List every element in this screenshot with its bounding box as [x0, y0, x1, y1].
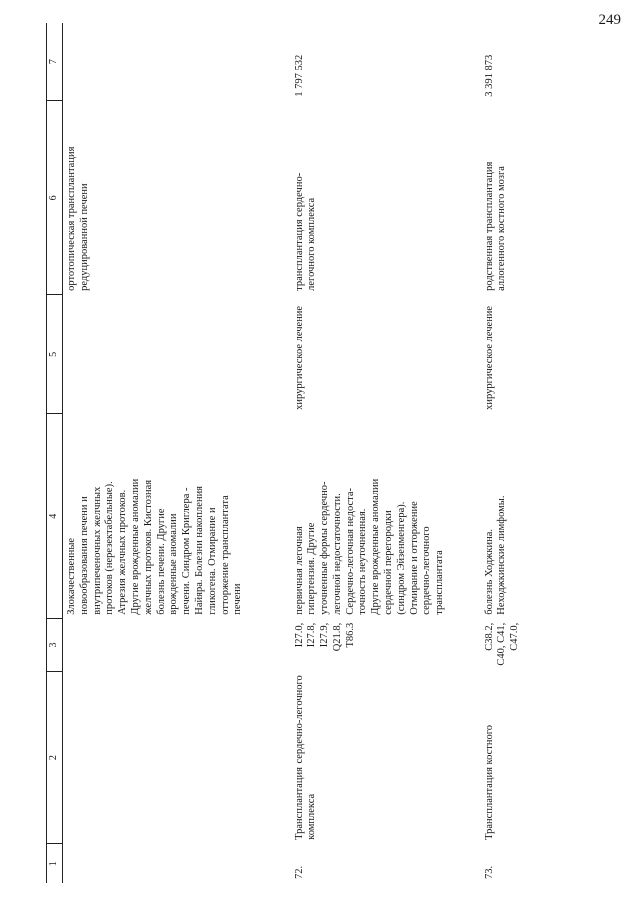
method-line: аллогенного костного мозга — [496, 166, 508, 291]
treatment-method — [63, 101, 291, 295]
treatment-name: Трансплантация костного — [483, 724, 495, 840]
treatment-name — [63, 671, 291, 844]
diagnosis-line: Сердечно-легочная недоста- — [344, 487, 356, 615]
diagnosis-line: Другие врожденные аномалии — [129, 478, 141, 615]
diagnosis-line: Неходжкинские лимфомы. — [496, 495, 508, 615]
diagnosis-line: новообразования печени и — [78, 496, 90, 615]
row-number: 73. — [483, 865, 495, 879]
rotated-table-stage — [46, 23, 601, 883]
medical-care-table — [46, 23, 522, 883]
diagnosis-line: Найяра. Болезни накопления — [193, 485, 205, 615]
diagnosis-line: точность неуточненная. — [357, 508, 369, 615]
diagnosis-line: Злокачественные — [66, 537, 77, 615]
diagnosis-line: болезнь печени. Другие — [155, 508, 167, 615]
diagnosis-line: легочной недостаточности. — [331, 493, 343, 615]
diagnosis-line: уточненные формы сердечно- — [319, 481, 331, 615]
diagnosis-line: гипертензия. Другие — [306, 522, 318, 615]
row-number — [63, 844, 291, 883]
col-header-4: 4 — [47, 414, 63, 619]
diagnosis-line: протоков (нерезектабельные). — [104, 481, 116, 615]
method-line: редуцированной печени — [78, 183, 90, 291]
column-number-row — [47, 23, 63, 883]
diagnosis-line: болезнь Ходжкина. — [483, 528, 495, 615]
diagnosis-line: печени — [232, 583, 244, 615]
diagnosis — [291, 414, 481, 619]
cost: 3 391 873 — [483, 54, 495, 97]
diagnosis-line: сердечной перегородки — [383, 510, 395, 615]
method-line: трансплантация сердечно- — [293, 172, 305, 291]
cost — [63, 23, 291, 101]
col-header-7: 7 — [47, 23, 63, 101]
diagnosis-line: трансплантата — [434, 550, 446, 615]
col-header-1: 1 — [47, 844, 63, 883]
diagnosis-line: Другие врожденные аномалии — [370, 478, 382, 615]
icd-codes — [63, 619, 291, 672]
method-line: ортотопическая трансплантация — [66, 146, 77, 291]
treatment-type — [63, 295, 291, 414]
diagnosis — [481, 414, 522, 619]
table-row — [481, 23, 522, 883]
col-header-2: 2 — [47, 671, 63, 844]
diagnosis-line: отторжение трансплантата — [219, 495, 231, 615]
table-row — [291, 23, 481, 883]
col-header-5: 5 — [47, 295, 63, 414]
diagnosis — [63, 414, 291, 619]
diagnosis-line: внутрипеченочных желчных — [91, 486, 103, 615]
diagnosis-line: желчных протоков. Кистозная — [142, 479, 154, 615]
page-number: 249 — [598, 12, 621, 28]
method-line: родственная трансплантация — [483, 161, 495, 291]
cost: 1 797 532 — [293, 54, 305, 97]
row-number: 72. — [293, 865, 305, 879]
col-header-3: 3 — [47, 619, 63, 672]
treatment-method — [291, 101, 481, 295]
diagnosis-line: первичная легочная — [293, 526, 305, 615]
treatment-type: хирургическое лечение — [293, 305, 305, 410]
diagnosis-line: сердечно-легочного — [421, 526, 433, 615]
diagnosis-line: (синдром Эйзенменгера). — [395, 501, 407, 615]
treatment-type: хирургическое лечение — [483, 305, 495, 410]
treatment-name: Трансплантация сердечно-легочного комплекса — [293, 675, 318, 840]
diagnosis-line: Отмирание и отторжение — [408, 501, 420, 615]
diagnosis-line: гликогена. Отмирание и — [206, 507, 218, 615]
diagnosis-line: печени. Синдром Криглера - — [181, 487, 193, 615]
icd-codes: I27.0, I27.8, I27.9, Q21.8, T86.3 — [293, 622, 356, 652]
diagnosis-line: Атрезия желчных протоков. — [117, 489, 129, 615]
method-line: легочного комплекса — [306, 197, 318, 291]
treatment-method — [481, 101, 522, 295]
table-row — [63, 23, 291, 883]
diagnosis-line: врожденные аномалии — [168, 513, 180, 615]
col-header-6: 6 — [47, 101, 63, 295]
icd-codes: C38.2, C40, C41, C47.0, — [483, 622, 521, 666]
